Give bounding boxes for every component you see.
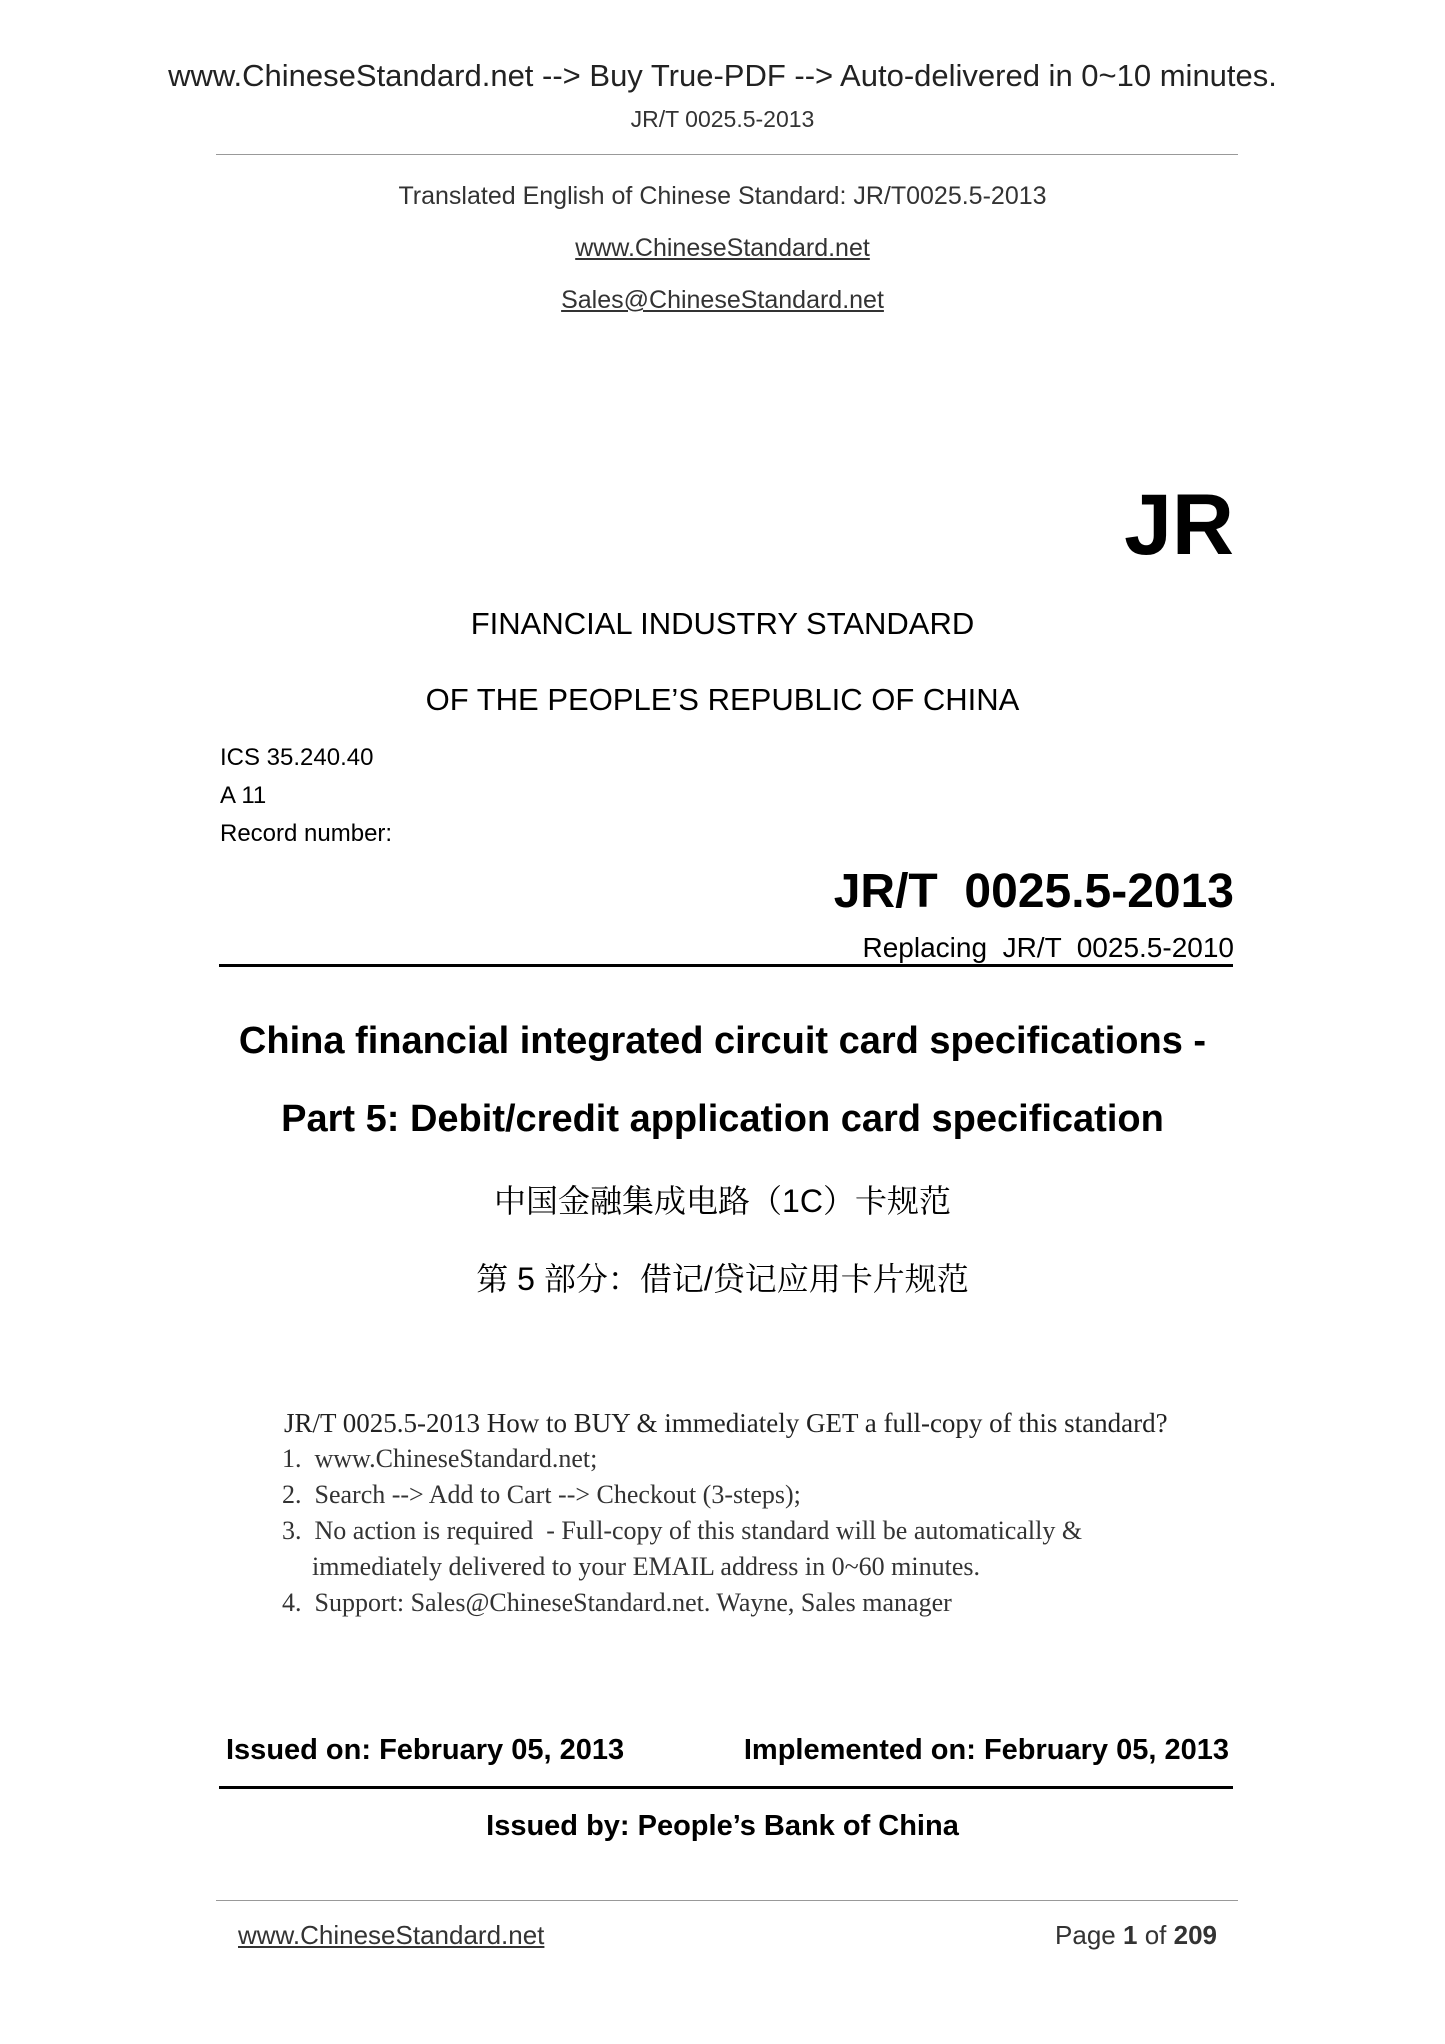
implemented-on: Implemented on: February 05, 2013	[743, 1734, 1229, 1766]
replacing-note: Replacing JR/T 0025.5-2010	[862, 932, 1234, 963]
buy-item-3: 3. No action is required - Full-copy of this standard will be automatically &	[282, 1516, 1083, 1545]
footer-website-link[interactable]: www.ChineseStandard.net	[238, 1920, 545, 1950]
ics-code: ICS 35.240.40	[220, 744, 374, 771]
buy-item-1: 1. www.ChineseStandard.net;	[282, 1444, 598, 1473]
buy-item-4: 4. Support: Sales@ChineseStandard.net. Wayne, Sales manager	[282, 1588, 952, 1617]
issued-by: Issued by: People’s Bank of China	[486, 1810, 959, 1842]
doc-title-zh-2: 第 5 部分：借记/贷记应用卡片规范	[476, 1261, 969, 1297]
intro-email-wrap	[0, 286, 1445, 315]
dates-divider	[219, 1786, 1233, 1789]
doc-title-zh-1: 中国金融集成电路（1C）卡规范	[494, 1183, 951, 1219]
class-code: A 11	[220, 782, 267, 809]
standard-line2: OF THE PEOPLE’S REPUBLIC OF CHINA	[425, 682, 1020, 717]
footer-divider	[216, 1900, 1238, 1901]
title-divider	[219, 964, 1233, 967]
translated-notice: Translated English of Chinese Standard: JR/T0025.5-2013	[398, 182, 1047, 210]
page-indicator	[1055, 1920, 1217, 1951]
buy-item-3-cont: immediately delivered to your EMAIL address in 0~60 minutes.	[312, 1552, 981, 1581]
intro-website-wrap	[0, 234, 1445, 263]
buy-heading: JR/T 0025.5-2013 How to BUY & immediately GET a full-copy of this standard?	[284, 1408, 1168, 1438]
intro-email-link[interactable]: Sales@ChineseStandard.net	[561, 286, 884, 314]
record-number: Record number:	[220, 820, 393, 847]
standard-number: JR/T 0025.5-2013	[833, 865, 1234, 918]
standard-line1: FINANCIAL INDUSTRY STANDARD	[470, 606, 975, 641]
page-number: 1	[1123, 1920, 1138, 1950]
intro-website-link[interactable]: www.ChineseStandard.net	[575, 234, 870, 262]
page-total: 209	[1173, 1920, 1217, 1950]
header-code: JR/T 0025.5-2013	[630, 106, 815, 132]
jr-mark: JR	[1124, 477, 1234, 573]
page-of: of	[1137, 1920, 1174, 1950]
doc-title-en-2: Part 5: Debit/credit application card specification	[281, 1098, 1164, 1140]
header-divider	[216, 154, 1238, 155]
buy-item-2: 2. Search --> Add to Cart --> Checkout (3-steps);	[282, 1480, 801, 1509]
issued-on: Issued on: February 05, 2013	[226, 1734, 625, 1766]
page-prefix: Page	[1055, 1920, 1123, 1950]
header-banner: www.ChineseStandard.net --> Buy True-PDF --> Auto-delivered in 0~10 minutes.	[168, 58, 1277, 93]
doc-title-en-1: China financial integrated circuit card specifications -	[238, 1020, 1207, 1062]
